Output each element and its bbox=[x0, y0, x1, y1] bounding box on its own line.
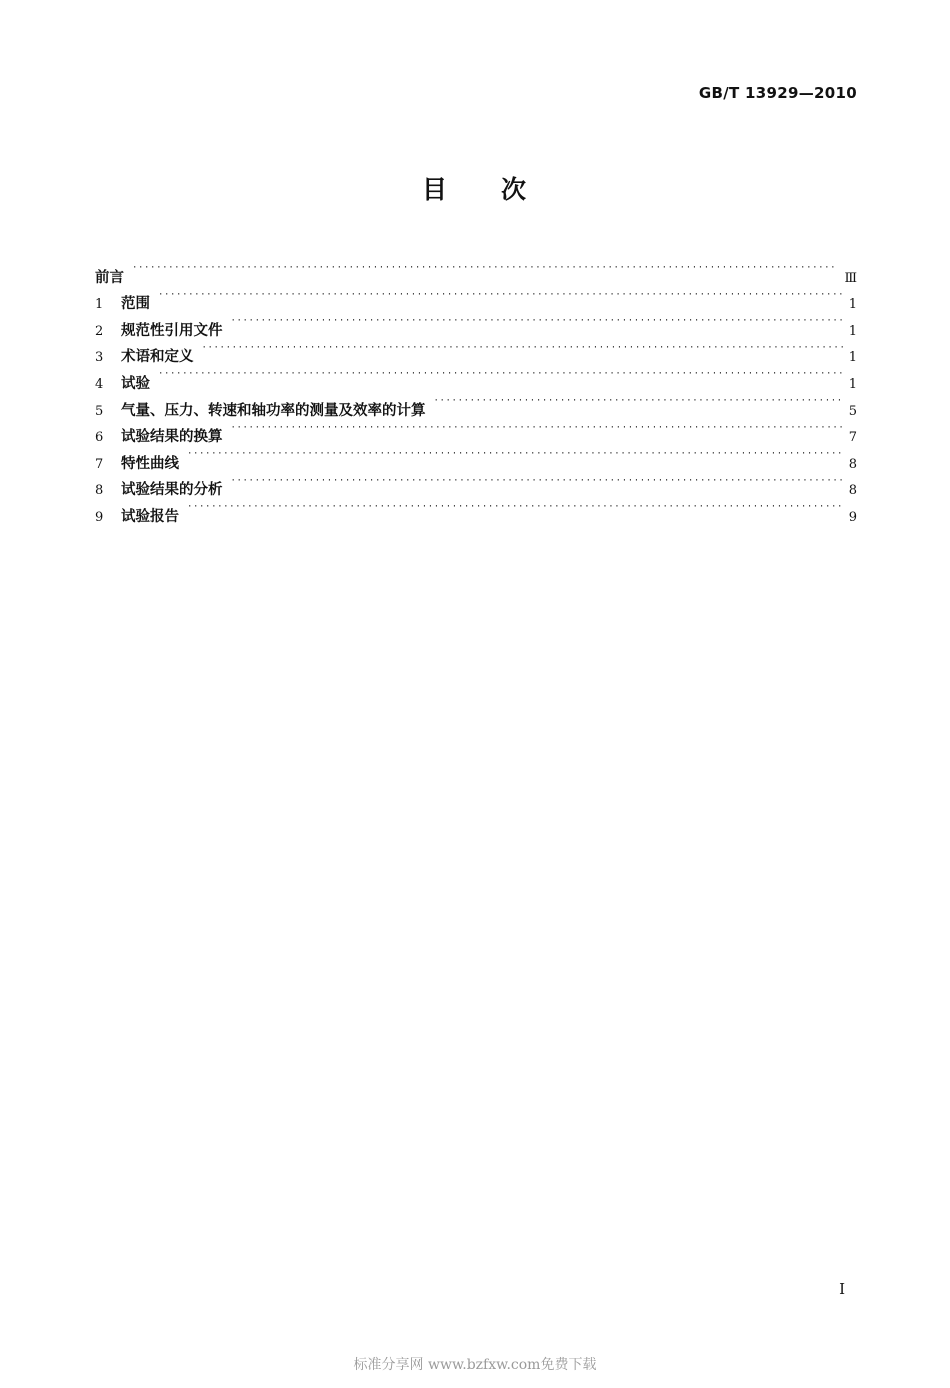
toc-leader-dots bbox=[187, 494, 843, 521]
page-title-part2: 次 bbox=[501, 175, 529, 204]
toc-entry-page: 8 bbox=[848, 483, 857, 499]
toc-entry-number: 2 bbox=[95, 323, 104, 339]
toc-entry-title: 试验结果的换算 bbox=[121, 429, 223, 446]
toc-leader-dots bbox=[158, 361, 843, 388]
toc-entry-number: 7 bbox=[95, 456, 104, 472]
toc-entry-4[interactable] bbox=[95, 361, 857, 392]
toc-entry-page: 1 bbox=[848, 323, 857, 339]
watermark-text: 标准分享网 www.bzfxw.com免费下载 bbox=[353, 1357, 597, 1373]
toc-entry-page: 7 bbox=[848, 430, 857, 446]
table-of-contents bbox=[95, 255, 857, 525]
page-number: I bbox=[839, 1280, 845, 1298]
toc-entry-page: 8 bbox=[848, 456, 857, 472]
toc-entry-page: 1 bbox=[848, 297, 857, 313]
toc-leader-dots bbox=[132, 255, 838, 282]
toc-entry-3[interactable] bbox=[95, 335, 857, 366]
toc-leader-dots bbox=[202, 335, 843, 362]
toc-entry-page: Ⅲ bbox=[844, 270, 857, 286]
toc-entry-7[interactable] bbox=[95, 441, 857, 472]
toc-entry-1[interactable] bbox=[95, 282, 857, 313]
toc-entry-title: 术语和定义 bbox=[121, 349, 194, 366]
toc-entry-title: 范围 bbox=[121, 296, 150, 313]
toc-entry-title: 试验报告 bbox=[121, 508, 179, 525]
toc-leader-dots bbox=[434, 388, 843, 415]
toc-entry-title: 气量、压力、转速和轴功率的测量及效率的计算 bbox=[121, 402, 426, 419]
toc-entry-5[interactable] bbox=[95, 388, 857, 419]
toc-entry-9[interactable] bbox=[95, 494, 857, 525]
toc-entry-number: 6 bbox=[95, 430, 104, 446]
toc-entry-foreword[interactable] bbox=[95, 255, 857, 286]
toc-entry-page: 1 bbox=[848, 350, 857, 366]
toc-entry-page: 1 bbox=[848, 376, 857, 392]
toc-entry-page: 5 bbox=[848, 403, 857, 419]
toc-leader-dots bbox=[187, 441, 843, 468]
toc-entry-title: 试验结果的分析 bbox=[121, 482, 223, 499]
toc-entry-number: 3 bbox=[95, 350, 104, 366]
page-title bbox=[0, 170, 950, 206]
toc-entry-number: 4 bbox=[95, 376, 104, 392]
toc-leader-dots bbox=[158, 282, 843, 309]
toc-entry-title: 前言 bbox=[95, 269, 124, 286]
toc-entry-number: 1 bbox=[95, 297, 104, 313]
toc-leader-dots bbox=[231, 415, 843, 442]
toc-entry-title: 试验 bbox=[121, 375, 150, 392]
toc-entry-number: 9 bbox=[95, 509, 104, 525]
toc-entry-2[interactable] bbox=[95, 308, 857, 339]
toc-leader-dots bbox=[231, 468, 843, 495]
toc-entry-8[interactable] bbox=[95, 468, 857, 499]
page-title-part1: 目 bbox=[421, 175, 449, 204]
toc-leader-dots bbox=[231, 308, 843, 335]
toc-entry-title: 规范性引用文件 bbox=[121, 322, 223, 339]
toc-entry-number: 8 bbox=[95, 483, 104, 499]
standard-number: GB/T 13929—2010 bbox=[698, 84, 857, 102]
toc-entry-number: 5 bbox=[95, 403, 104, 419]
toc-entry-page: 9 bbox=[848, 509, 857, 525]
toc-entry-title: 特性曲线 bbox=[121, 455, 179, 472]
